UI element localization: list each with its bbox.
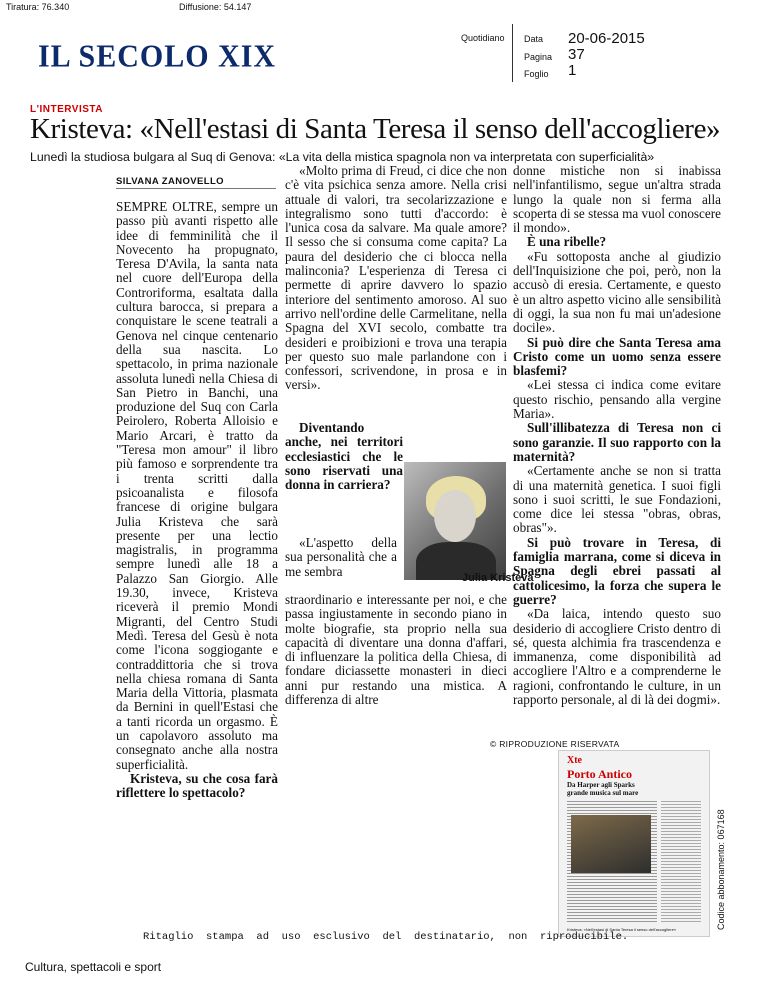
date-label: Data bbox=[524, 34, 544, 44]
article-column-1 bbox=[116, 200, 278, 800]
article-subtitle: Lunedì la studiosa bulgara al Suq di Genova: «La vita della mistica spagnola non va interpretata con superficialità» bbox=[30, 150, 655, 164]
question-paragraph: Kristeva, su che cosa farà riflettere lo spettacolo? bbox=[116, 770, 278, 801]
question-paragraph: Si può dire che Santa Teresa ama Cristo come un uomo senza essere blasfemi? bbox=[513, 334, 721, 379]
body-paragraph: «Certamente anche se non si tratta di una maternità genetica. I suoi figli sono i suoi scritti, le sue Fondazioni, come dice lei stessa "obras, obras, obras"». bbox=[513, 463, 721, 536]
body-paragraph: «Fu sottoposta anche al giudizio dell'Inquisizione che poi, però, non la accusò di eresia. Certamente, e questo è un altro aspetto vicino alle sensibilità di oggi, la sua non fu mai un'adesione docile». bbox=[513, 248, 721, 336]
sheet-value: 1 bbox=[568, 62, 577, 79]
page-label: Pagina bbox=[524, 52, 553, 62]
article-column-3 bbox=[513, 164, 721, 707]
body-paragraph: «Lei stessa ci indica come evitare questo rischio, pensando alla vergine Maria». bbox=[513, 377, 721, 422]
newspaper-logo: IL SECOLO XIX bbox=[38, 39, 277, 74]
date-value: 20-06-2015 bbox=[568, 30, 645, 47]
body-paragraph: donne mistiche non si inabissa nell'infantilismo, segue un'altra strada lungo la quale non si ferma alla scoperta di se stessa ma vuol conoscere il mondo». bbox=[513, 163, 721, 236]
question-paragraph: È una ribelle? bbox=[527, 234, 607, 250]
author-photo bbox=[404, 462, 506, 580]
thumbnail-subheadline-1: Da Harper agli Sparks bbox=[567, 781, 635, 789]
section-label: Cultura, spettacoli e sport bbox=[25, 960, 162, 974]
body-paragraph: SEMPRE OLTRE, sempre un passo più avanti rispetto alle idee di femminilità che il Novecento ha propugnato, Teresa D'Avila, la santa nata nel cuore dell'Europa della Controriforma, esaltata dalla cultura barocca, si prepara a conquistare le scene teatrali a Genova nel cinque centenario della sua nascita. Lo spettacolo, in prima nazionale assoluta lunedì nella Chiesa di San Pietro in Banchi, una produzione del Suq con Carla Peirolero, Roberta Alloisio e Mario Arcari, è tratto da "Teresa mon amour" il libro più famoso e sorprendente tra i trenta scritti dalla psicoanalista e filosofa francese di origine bulgara Julia Kristeva che sarà presente per una lectio magistralis, in programma sempre lunedì alle 18 a Palazzo San Giorgio. Alle 19.30, invece, Kristeva riceverà il premio Mondi Migranti, del Centro Studi Medì. Teresa del Gesù è nota come l'icona soggiogante e contraddittoria che si trova nella chiesa romana di Santa Maria della Vittoria, plasmata da Bernini in quell'Estasi che a tanti ricorda un orgasmo. È un capolavoro assoluto ma consegnato anche alla nostra superficialità. bbox=[116, 199, 278, 772]
reproduction-notice: Ritaglio stampa ad uso esclusivo del destinatario, non riproducibile. bbox=[143, 931, 629, 943]
question-paragraph: Si può trovare in Teresa, di famiglia marrana, come si diceva in Spagna degli ebrei passati al cattolicesimo, la forza che supera le guerre? bbox=[513, 534, 721, 607]
article-column-2 bbox=[285, 164, 507, 393]
question-paragraph: Diventando anche, nei territori ecclesiastici che le sono riservati una donna in carriera? bbox=[285, 420, 403, 493]
subscription-code: Codice abbonamento: 067168 bbox=[716, 809, 726, 930]
thumbnail-headline: Porto Antico bbox=[567, 767, 632, 781]
thumbnail-image bbox=[571, 815, 651, 873]
answer-continued bbox=[285, 593, 507, 707]
body-paragraph: straordinario e interessante per noi, e che passa ingiustamente in secondo piano in molte biografie, sta proprio nella sua capacità di diventare una donna d'affari, di influenzare la politica della Chiesa, di fondare diciassette monasteri in dieci anni pur restando una mistica. A differenza di altre bbox=[285, 592, 507, 708]
thumbnail-footer: Kristeva: «Nell'estasi di Santa Teresa il senso dell'accogliere» bbox=[567, 927, 677, 932]
rights-notice: © RIPRODUZIONE RISERVATA bbox=[490, 739, 620, 749]
byline-divider bbox=[116, 188, 276, 189]
publication-type: Quotidiano bbox=[461, 33, 505, 43]
page-value: 37 bbox=[568, 46, 585, 63]
body-paragraph: «Molto prima di Freud, ci dice che non c'è vita psichica senza amore. Nella crisi attuale di valori, tra secolarizzazione e integralismo sono tutti d'accordo: è l'unica cosa da salvare. Ma quale amore? Il sesso che si consuma come capita? La paura del desiderio che ci blocca nella malinconia? L'esperienza di Teresa ci permette di aprire davvero lo spazio interiore del sentimento amoroso. Al suo arrivo nell'ordine delle Carmelitane, nella Spagna del XVI secolo, combatte tra desideri e proibizioni e trova una terapia per questo suo male parlandone con i confessori, scrivendone, in prosa e in versi». bbox=[285, 163, 507, 393]
article-title: Kristeva: «Nell'estasi di Santa Teresa il senso dell'accogliere» bbox=[30, 113, 721, 145]
article-kicker: L'INTERVISTA bbox=[30, 104, 104, 115]
thumbnail-subheadline-2: grande musica sul mare bbox=[567, 789, 639, 797]
body-paragraph: «Da laica, intendo questo suo desiderio di accogliere Cristo dentro di sé, questa alchimia fra trascendenza e immanenza, come disponibilità ad accogliere l'Altro e a comprenderne le ragioni, confrontando le culture, in un rapporto personale, al di là dei dogmi». bbox=[513, 606, 721, 707]
answer-start bbox=[285, 536, 397, 579]
page-thumbnail bbox=[558, 750, 710, 937]
body-paragraph: «L'aspetto della sua personalità che a me sembra bbox=[285, 535, 397, 579]
question-paragraph: Sull'illibatezza di Teresa non ci sono garanzie. Il suo rapporto con la maternità? bbox=[513, 420, 721, 464]
thumbnail-side-column bbox=[661, 799, 701, 924]
sheet-label: Foglio bbox=[524, 69, 549, 79]
thumbnail-masthead: Xte bbox=[567, 755, 582, 766]
tiratura: Tiratura: 76.340 bbox=[6, 2, 70, 12]
photo-caption: Julia Kristeva bbox=[462, 572, 534, 584]
diffusione: Diffusione: 54.147 bbox=[179, 2, 252, 12]
byline: SILVANA ZANOVELLO bbox=[116, 176, 224, 187]
